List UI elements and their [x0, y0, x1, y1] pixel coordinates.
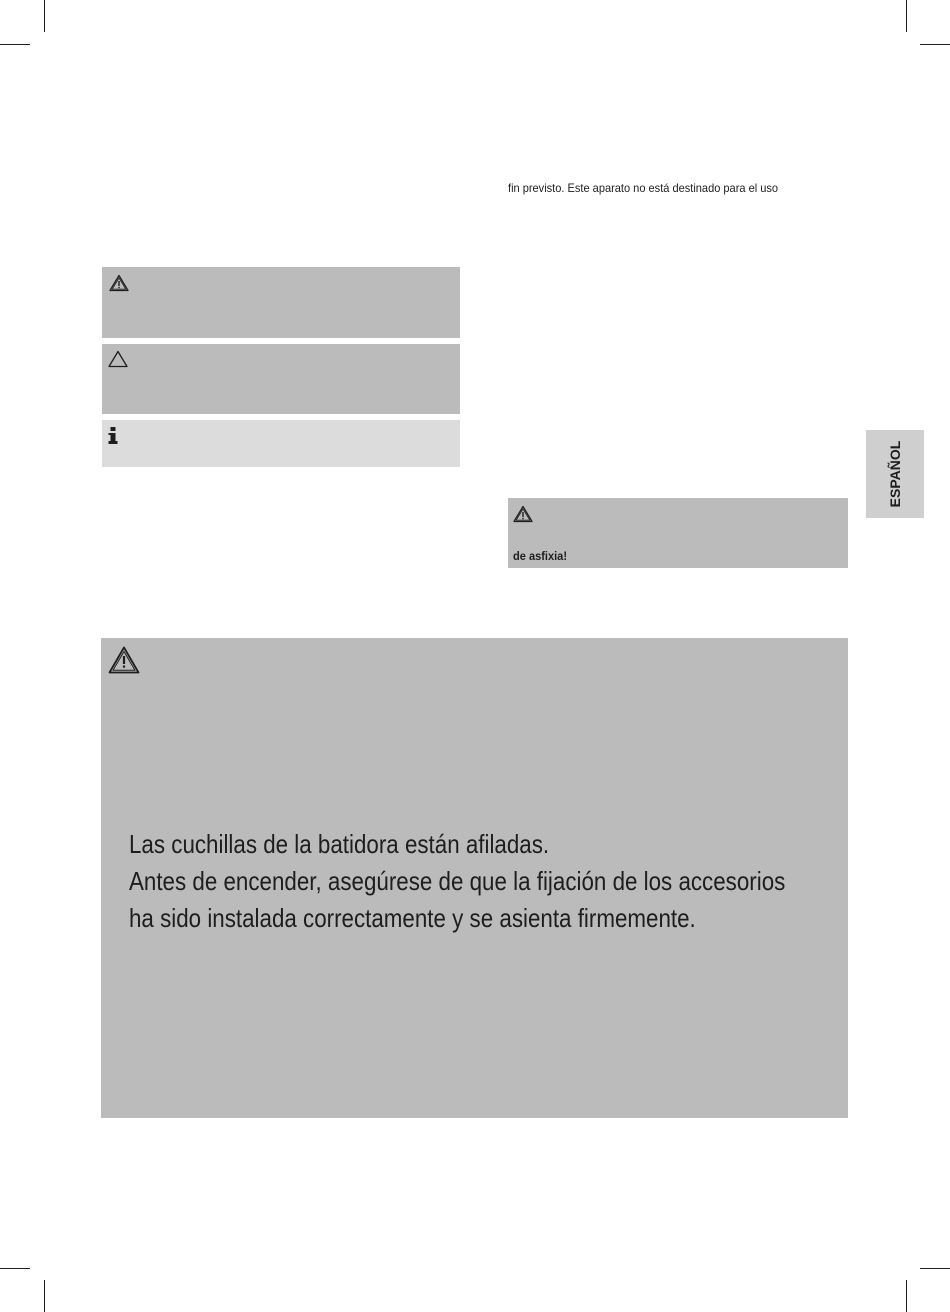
blade-warning-line: ha sido instalada correctamente y se asienta firmemente.	[129, 903, 696, 933]
info-icon	[108, 427, 118, 445]
language-tab-label: ESPAÑOL	[887, 440, 903, 508]
suffocation-text: de asfixia!	[513, 549, 568, 563]
crop-mark	[0, 1268, 30, 1269]
blade-warning-line: Las cuchillas de la batidora están afiladas.	[129, 829, 550, 859]
crop-mark	[44, 0, 45, 32]
blade-warning-text	[129, 826, 786, 937]
crop-mark	[920, 44, 950, 45]
caution-box	[102, 344, 460, 414]
warning-triangle-icon	[108, 646, 140, 674]
crop-mark	[906, 1280, 907, 1312]
intro-text-fragment: fin previsto. Este aparato no está destinado para el uso	[508, 181, 779, 195]
crop-mark	[44, 1280, 45, 1312]
language-tab	[866, 430, 924, 518]
caution-triangle-icon	[108, 350, 128, 368]
suffocation-warning-box	[508, 498, 848, 568]
warning-triangle-icon	[513, 505, 533, 523]
crop-mark	[920, 1268, 950, 1269]
info-box	[102, 420, 460, 467]
crop-mark	[906, 0, 907, 32]
warning-box	[102, 267, 460, 338]
warning-triangle-icon	[109, 274, 129, 292]
crop-mark	[0, 44, 30, 45]
blade-warning-line: Antes de encender, asegúrese de que la fijación de los accesorios	[129, 866, 786, 896]
